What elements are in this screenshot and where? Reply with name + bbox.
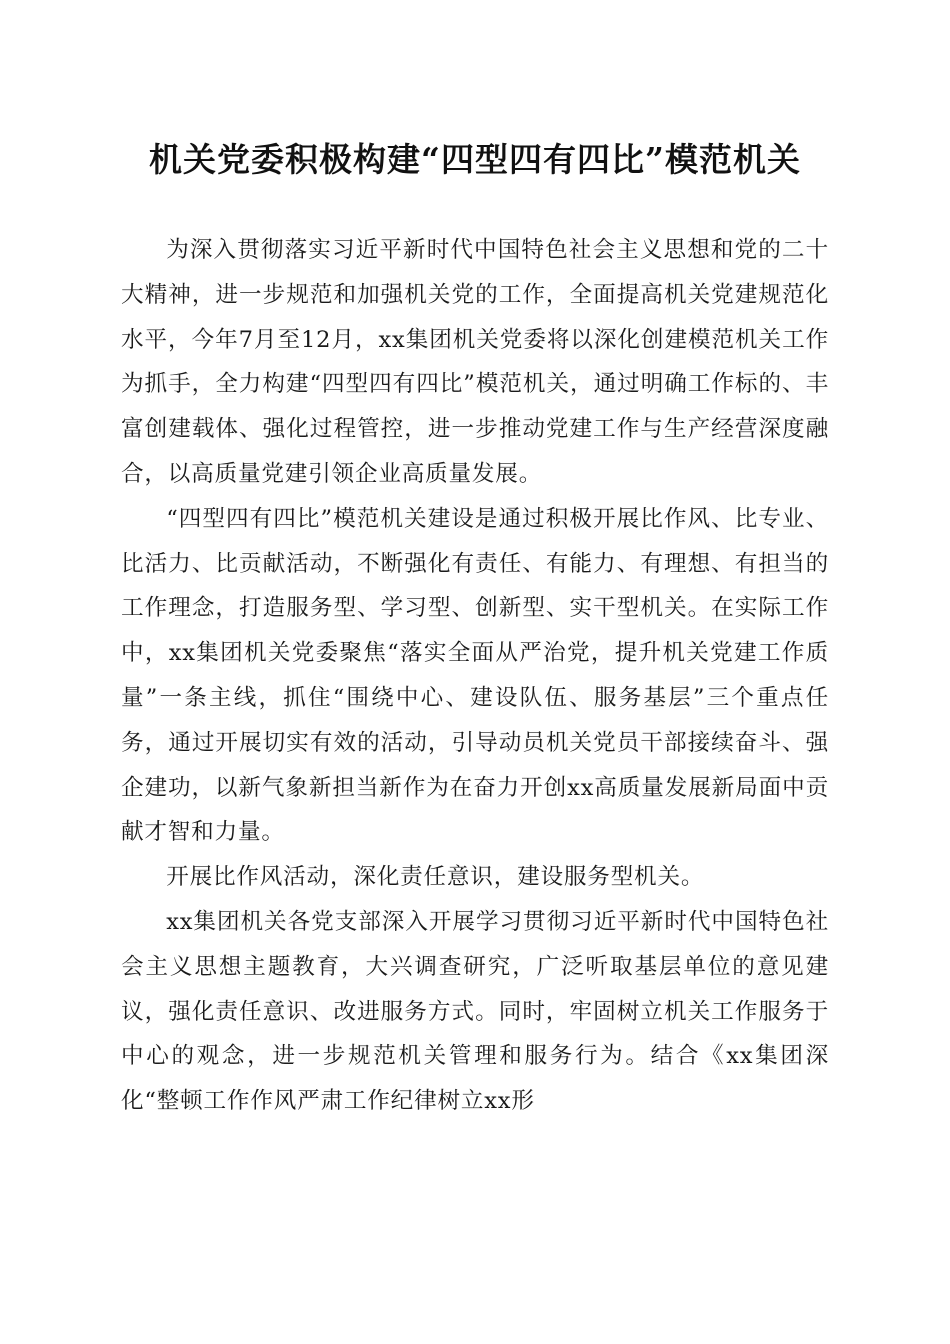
- page-title: 机关党委积极构建“四型四有四比”模范机关: [149, 140, 801, 179]
- paragraph-section-body: xx集团机关各党支部深入开展学习贯彻习近平新时代中国特色社会主义思想主题教育，大兴调查研究，广泛听取基层单位的意见建议，强化责任意识、改进服务方式。同时，牢固树立机关工作服务于中心的观念，进一步规范机关管理和服务行为。结合《xx集团深化“整顿工作作风严肃工作纪律树立xx形: [121, 908, 829, 1115]
- paragraph-section-heading: 开展比作风活动，深化责任意识，建设服务型机关。: [166, 864, 705, 891]
- paragraph-overview: “四型四有四比”模范机关建设是通过积极开展比作风、比专业、比活力、比贡献活动，不断强化有责任、有能力、有理想、有担当的工作理念，打造服务型、学习型、创新型、实干型机关。在实际工作中，xx集团机关党委聚焦“落实全面从严治党，提升机关党建工作质量”一条主线，抓住“围绕中心、建设队伍、服务基层”三个重点任务，通过开展切实有效的活动，引导动员机关党员干部接续奋斗、强企建功，以新气象新担当新作为在奋力开创xx高质量发展新局面中贡献才智和力量。: [121, 505, 829, 846]
- document-body: [121, 228, 829, 1124]
- paragraph-intro: 为深入贯彻落实习近平新时代中国特色社会主义思想和党的二十大精神，进一步规范和加强机关党的工作，全面提高机关党建规范化水平，今年7月至12月，xx集团机关党委将以深化创建模范机关工作为抓手，全力构建“四型四有四比”模范机关，通过明确工作标的、丰富创建载体、强化过程管控，进一步推动党建工作与生产经营深度融合，以高质量党建引领企业高质量发展。: [121, 237, 829, 487]
